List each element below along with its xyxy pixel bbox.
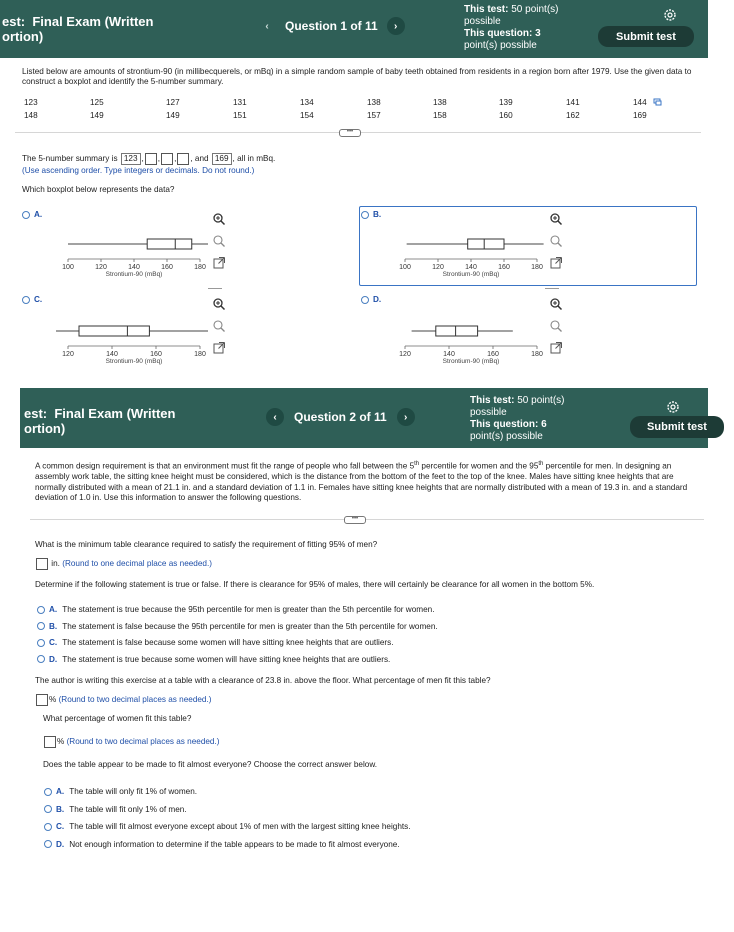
boxplot-tick-label: 180 bbox=[531, 264, 543, 271]
boxplot-tick-label: 120 bbox=[95, 264, 107, 271]
zoom-out-icon[interactable] bbox=[549, 319, 563, 333]
copy-data-icon[interactable] bbox=[653, 98, 662, 106]
data-cell: 127 bbox=[166, 98, 180, 107]
option-text: The statement is false because the 95th percentile for men is greater than the 5th percentile for women. bbox=[62, 621, 438, 631]
boxplot-box bbox=[436, 326, 478, 336]
radio-icon[interactable] bbox=[44, 805, 52, 813]
option-text: The table will fit only 1% of men. bbox=[69, 804, 187, 814]
boxplot-box bbox=[79, 326, 149, 336]
rounding-hint: (Round to one decimal place as needed.) bbox=[62, 559, 212, 569]
option-letter: A. bbox=[56, 787, 65, 796]
divider bbox=[30, 519, 704, 520]
fit-option-d[interactable] bbox=[44, 840, 400, 850]
question-points-label: This question: bbox=[464, 28, 533, 39]
boxplot-axis-title: Strontium-90 (mBq) bbox=[442, 358, 500, 365]
women-percentage-prompt: What percentage of women fit this table? bbox=[43, 714, 192, 723]
boxplot-tick-label: 140 bbox=[465, 264, 477, 271]
data-cell: 138 bbox=[433, 98, 447, 107]
submit-test-button[interactable]: Submit test bbox=[598, 26, 694, 47]
tf-option-a[interactable] bbox=[37, 605, 434, 615]
data-row-1 bbox=[24, 96, 667, 109]
radio-icon[interactable] bbox=[22, 211, 30, 219]
question-2-intro: A common design requirement is that an environment must fit the range of people who fall between the 5th percentile for women and the 95th percentile for men. In designing an assembly work table, the sitting knee height must be considered, which is the distance from the bottom of the feet to the top of the knee. Males have sitting knee heights that are normally distributed with a mean of 21.1 in. and a standard deviation of 1.1 in. Females have sitting knee heights that are normally distributed with a mean of 19.3 in. and a standard deviation of 1.0 in. Use this information to answer the following questions. bbox=[35, 461, 688, 503]
zoom-in-icon[interactable] bbox=[212, 212, 226, 226]
boxplot-box bbox=[147, 239, 192, 249]
radio-icon[interactable] bbox=[37, 606, 45, 614]
rounding-hint: (Round to two decimal places as needed.) bbox=[58, 695, 212, 705]
option-letter: D. bbox=[56, 839, 65, 849]
test-points-suffix: possible bbox=[464, 16, 501, 27]
question-points-suffix: point(s) possible bbox=[470, 431, 543, 442]
option-letter: A. bbox=[34, 210, 43, 219]
question-2-header bbox=[20, 388, 708, 448]
boxplot-option-a bbox=[56, 226, 208, 278]
expand-collapse-handle[interactable]: ••• bbox=[339, 129, 361, 137]
boxplot-tick-label: 140 bbox=[443, 351, 455, 358]
fit-option-c[interactable] bbox=[44, 822, 411, 832]
question-points-value: 6 bbox=[541, 419, 547, 430]
boxplot-box bbox=[468, 239, 504, 249]
data-cell: 144 bbox=[633, 98, 647, 107]
data-cell: 138 bbox=[367, 98, 381, 107]
open-in-new-window-icon[interactable] bbox=[212, 341, 226, 355]
test-points-suffix: possible bbox=[470, 407, 507, 418]
data-cell: 131 bbox=[233, 98, 247, 107]
radio-icon[interactable] bbox=[44, 840, 52, 848]
submit-test-button[interactable]: Submit test bbox=[630, 416, 724, 438]
option-text: The statement is true because the 95th percentile for men is greater than the 5th percentile for women. bbox=[62, 605, 435, 614]
option-letter: D. bbox=[373, 295, 382, 304]
boxplot-tick-label: 180 bbox=[531, 351, 543, 358]
open-in-new-window-icon[interactable] bbox=[549, 256, 563, 270]
five-number-summary-line: The 5-number summary is 123 , , , , and 169 , all in mBq. bbox=[22, 154, 276, 164]
option-letter: B. bbox=[49, 621, 58, 631]
radio-icon[interactable] bbox=[37, 639, 45, 647]
question-1-intro: Listed below are amounts of strontium-90 (in millibecquerels, or mBq) in a simple random sample of baby teeth obtained from residents in a region born after 1979. Use the given data to construct a boxplot and identify the 5-number summary. bbox=[22, 67, 692, 86]
option-text: The table will only fit 1% of women. bbox=[69, 787, 198, 796]
question-points-value: 3 bbox=[535, 28, 541, 39]
fit-option-b[interactable] bbox=[44, 805, 187, 815]
summary-min-value[interactable]: 123 bbox=[121, 153, 141, 165]
expand-collapse-handle[interactable]: ••• bbox=[344, 516, 366, 524]
boxplot-tick-label: 160 bbox=[161, 264, 173, 271]
points-info bbox=[470, 395, 564, 443]
zoom-out-icon[interactable] bbox=[212, 234, 226, 248]
men-percentage-prompt: The author is writing this exercise at a table with a clearance of 23.8 in. above the floor. What percentage of men fit this table? bbox=[35, 676, 491, 685]
radio-icon[interactable] bbox=[37, 622, 45, 630]
boxplot-tick-label: 100 bbox=[62, 264, 74, 271]
boxplot-question: Which boxplot below represents the data? bbox=[22, 185, 175, 194]
open-in-new-window-icon[interactable] bbox=[212, 256, 226, 270]
zoom-in-icon[interactable] bbox=[549, 297, 563, 311]
boxplot-tick-label: 160 bbox=[150, 351, 162, 358]
settings-gear-icon[interactable] bbox=[666, 400, 680, 414]
radio-icon[interactable] bbox=[44, 823, 52, 831]
test-points-value: 50 point(s) bbox=[517, 395, 565, 406]
boxplot-axis-title: Strontium-90 (mBq) bbox=[105, 358, 163, 365]
next-question-button[interactable]: › bbox=[387, 17, 405, 35]
data-cell: 169 bbox=[633, 111, 647, 120]
option-text: Not enough information to determine if the table appears to be made to fit almost everyone. bbox=[69, 839, 400, 849]
rounding-hint: (Round to two decimal places as needed.) bbox=[66, 737, 220, 747]
tf-option-b[interactable] bbox=[37, 622, 438, 632]
test-points-label: This test: bbox=[470, 395, 515, 406]
boxplot-tick-label: 180 bbox=[194, 264, 206, 271]
boxplot-tick-label: 180 bbox=[194, 351, 206, 358]
option-text: The statement is false because some women will have sitting knee heights that are outliers. bbox=[62, 638, 394, 647]
min-clearance-question: What is the minimum table clearance required to satisfy the requirement of fitting 95% of men? bbox=[35, 540, 378, 549]
boxplot-tick-label: 120 bbox=[432, 264, 444, 271]
option-letter: C. bbox=[34, 295, 43, 304]
tf-option-d[interactable] bbox=[37, 655, 390, 665]
test-points-value: 50 point(s) bbox=[511, 4, 559, 15]
question-counter: Question 1 of 11 bbox=[285, 19, 378, 33]
data-cell: 157 bbox=[367, 111, 381, 120]
option-a-radio[interactable] bbox=[22, 210, 47, 220]
test-title: est: Final Exam (Written ortion) bbox=[24, 406, 176, 436]
question-navigator bbox=[266, 408, 415, 426]
data-cell: 154 bbox=[300, 111, 314, 120]
boxplot-option-b bbox=[393, 226, 545, 278]
tf-option-c[interactable] bbox=[37, 638, 394, 648]
boxplot-tick-label: 120 bbox=[62, 351, 74, 358]
summary-max-value[interactable]: 169 bbox=[212, 153, 232, 165]
q3-answer-input[interactable] bbox=[177, 153, 189, 165]
settings-gear-icon[interactable] bbox=[663, 8, 677, 22]
zoom-in-icon[interactable] bbox=[549, 212, 563, 226]
data-cell: 139 bbox=[499, 98, 513, 107]
option-letter: C. bbox=[49, 638, 58, 647]
question-navigator bbox=[258, 17, 405, 35]
strontium-data-table bbox=[24, 96, 667, 122]
min-clearance-input[interactable] bbox=[36, 558, 48, 570]
question-points-suffix: point(s) possible bbox=[464, 40, 537, 51]
previous-question-button[interactable]: ‹ bbox=[266, 408, 284, 426]
option-letter: C. bbox=[56, 822, 65, 831]
previous-question-button[interactable]: ‹ bbox=[265, 20, 269, 32]
data-cell: 149 bbox=[166, 111, 180, 120]
option-letter: B. bbox=[373, 210, 382, 219]
option-c-radio[interactable] bbox=[22, 295, 47, 305]
true-false-prompt: Determine if the following statement is true or false. If there is clearance for 95% of males, there will certainly be clearance for all women in the bottom 5%. bbox=[35, 580, 595, 589]
percent-sign: % bbox=[49, 695, 57, 705]
option-text: The statement is true because some women will have sitting knee heights that are outliers. bbox=[62, 654, 391, 664]
question-1-header bbox=[0, 0, 708, 58]
summary-hint: (Use ascending order. Type integers or decimals. Do not round.) bbox=[22, 166, 255, 175]
data-cell: 125 bbox=[90, 98, 104, 107]
median-answer-input[interactable] bbox=[161, 153, 173, 165]
boxplot-tick-label: 140 bbox=[128, 264, 140, 271]
fit-everyone-prompt: Does the table appear to be made to fit almost everyone? Choose the correct answer below. bbox=[43, 760, 378, 769]
unit-inches: in. bbox=[51, 559, 60, 569]
option-letter: B. bbox=[56, 804, 65, 814]
radio-icon[interactable] bbox=[22, 296, 30, 304]
data-cell: 160 bbox=[499, 111, 513, 120]
test-points-label: This test: bbox=[464, 4, 509, 15]
fit-option-a[interactable] bbox=[44, 787, 197, 797]
option-letter: D. bbox=[49, 654, 58, 664]
boxplot-tick-label: 160 bbox=[487, 351, 499, 358]
question-points-label: This question: bbox=[470, 419, 539, 430]
boxplot-tick-label: 160 bbox=[498, 264, 510, 271]
men-percentage-answer-line bbox=[35, 694, 211, 706]
boxplot-option-d bbox=[393, 313, 545, 371]
boxplot-tick-label: 100 bbox=[399, 264, 411, 271]
summary-and: , and bbox=[190, 154, 209, 164]
option-b-radio[interactable] bbox=[361, 210, 386, 220]
option-text: The table will fit almost everyone except about 1% of men with the largest sitting knee heights. bbox=[69, 822, 411, 831]
zoom-out-icon[interactable] bbox=[212, 319, 226, 333]
data-cell: 162 bbox=[566, 111, 580, 120]
boxplot-tick-label: 120 bbox=[399, 351, 411, 358]
open-in-new-window-icon[interactable] bbox=[549, 341, 563, 355]
data-cell: 134 bbox=[300, 98, 314, 107]
radio-icon[interactable] bbox=[361, 211, 369, 219]
radio-icon[interactable] bbox=[44, 788, 52, 796]
data-row-2 bbox=[24, 109, 667, 122]
boxplot-axis-title: Strontium-90 (mBq) bbox=[442, 271, 500, 278]
points-info bbox=[464, 4, 558, 52]
data-cell: 123 bbox=[24, 98, 38, 107]
radio-icon[interactable] bbox=[37, 655, 45, 663]
boxplot-option-c bbox=[56, 313, 208, 371]
test-title: est: Final Exam (Written ortion) bbox=[2, 14, 154, 44]
divider bbox=[208, 288, 222, 289]
data-cell: 149 bbox=[90, 111, 104, 120]
q1-answer-input[interactable] bbox=[145, 153, 157, 165]
divider bbox=[545, 288, 559, 289]
zoom-in-icon[interactable] bbox=[212, 297, 226, 311]
next-question-button[interactable]: › bbox=[397, 408, 415, 426]
percent-sign: % bbox=[57, 737, 65, 747]
boxplot-axis-title: Strontium-90 (mBq) bbox=[105, 271, 163, 278]
question-counter: Question 2 of 11 bbox=[294, 410, 387, 424]
data-cell: 141 bbox=[566, 98, 580, 107]
data-cell: 158 bbox=[433, 111, 447, 120]
min-clearance-answer-line bbox=[35, 558, 212, 570]
men-percentage-input[interactable] bbox=[36, 694, 48, 706]
option-letter: A. bbox=[49, 605, 58, 614]
summary-suffix: , all in mBq. bbox=[232, 154, 276, 164]
data-cell: 148 bbox=[24, 111, 38, 120]
boxplot-tick-label: 140 bbox=[106, 351, 118, 358]
option-d-radio[interactable] bbox=[361, 295, 386, 305]
women-percentage-input[interactable] bbox=[44, 736, 56, 748]
summary-prefix: The 5-number summary is bbox=[22, 154, 118, 164]
women-percentage-answer-line bbox=[43, 736, 219, 748]
radio-icon[interactable] bbox=[361, 296, 369, 304]
zoom-out-icon[interactable] bbox=[549, 234, 563, 248]
data-cell: 151 bbox=[233, 111, 247, 120]
